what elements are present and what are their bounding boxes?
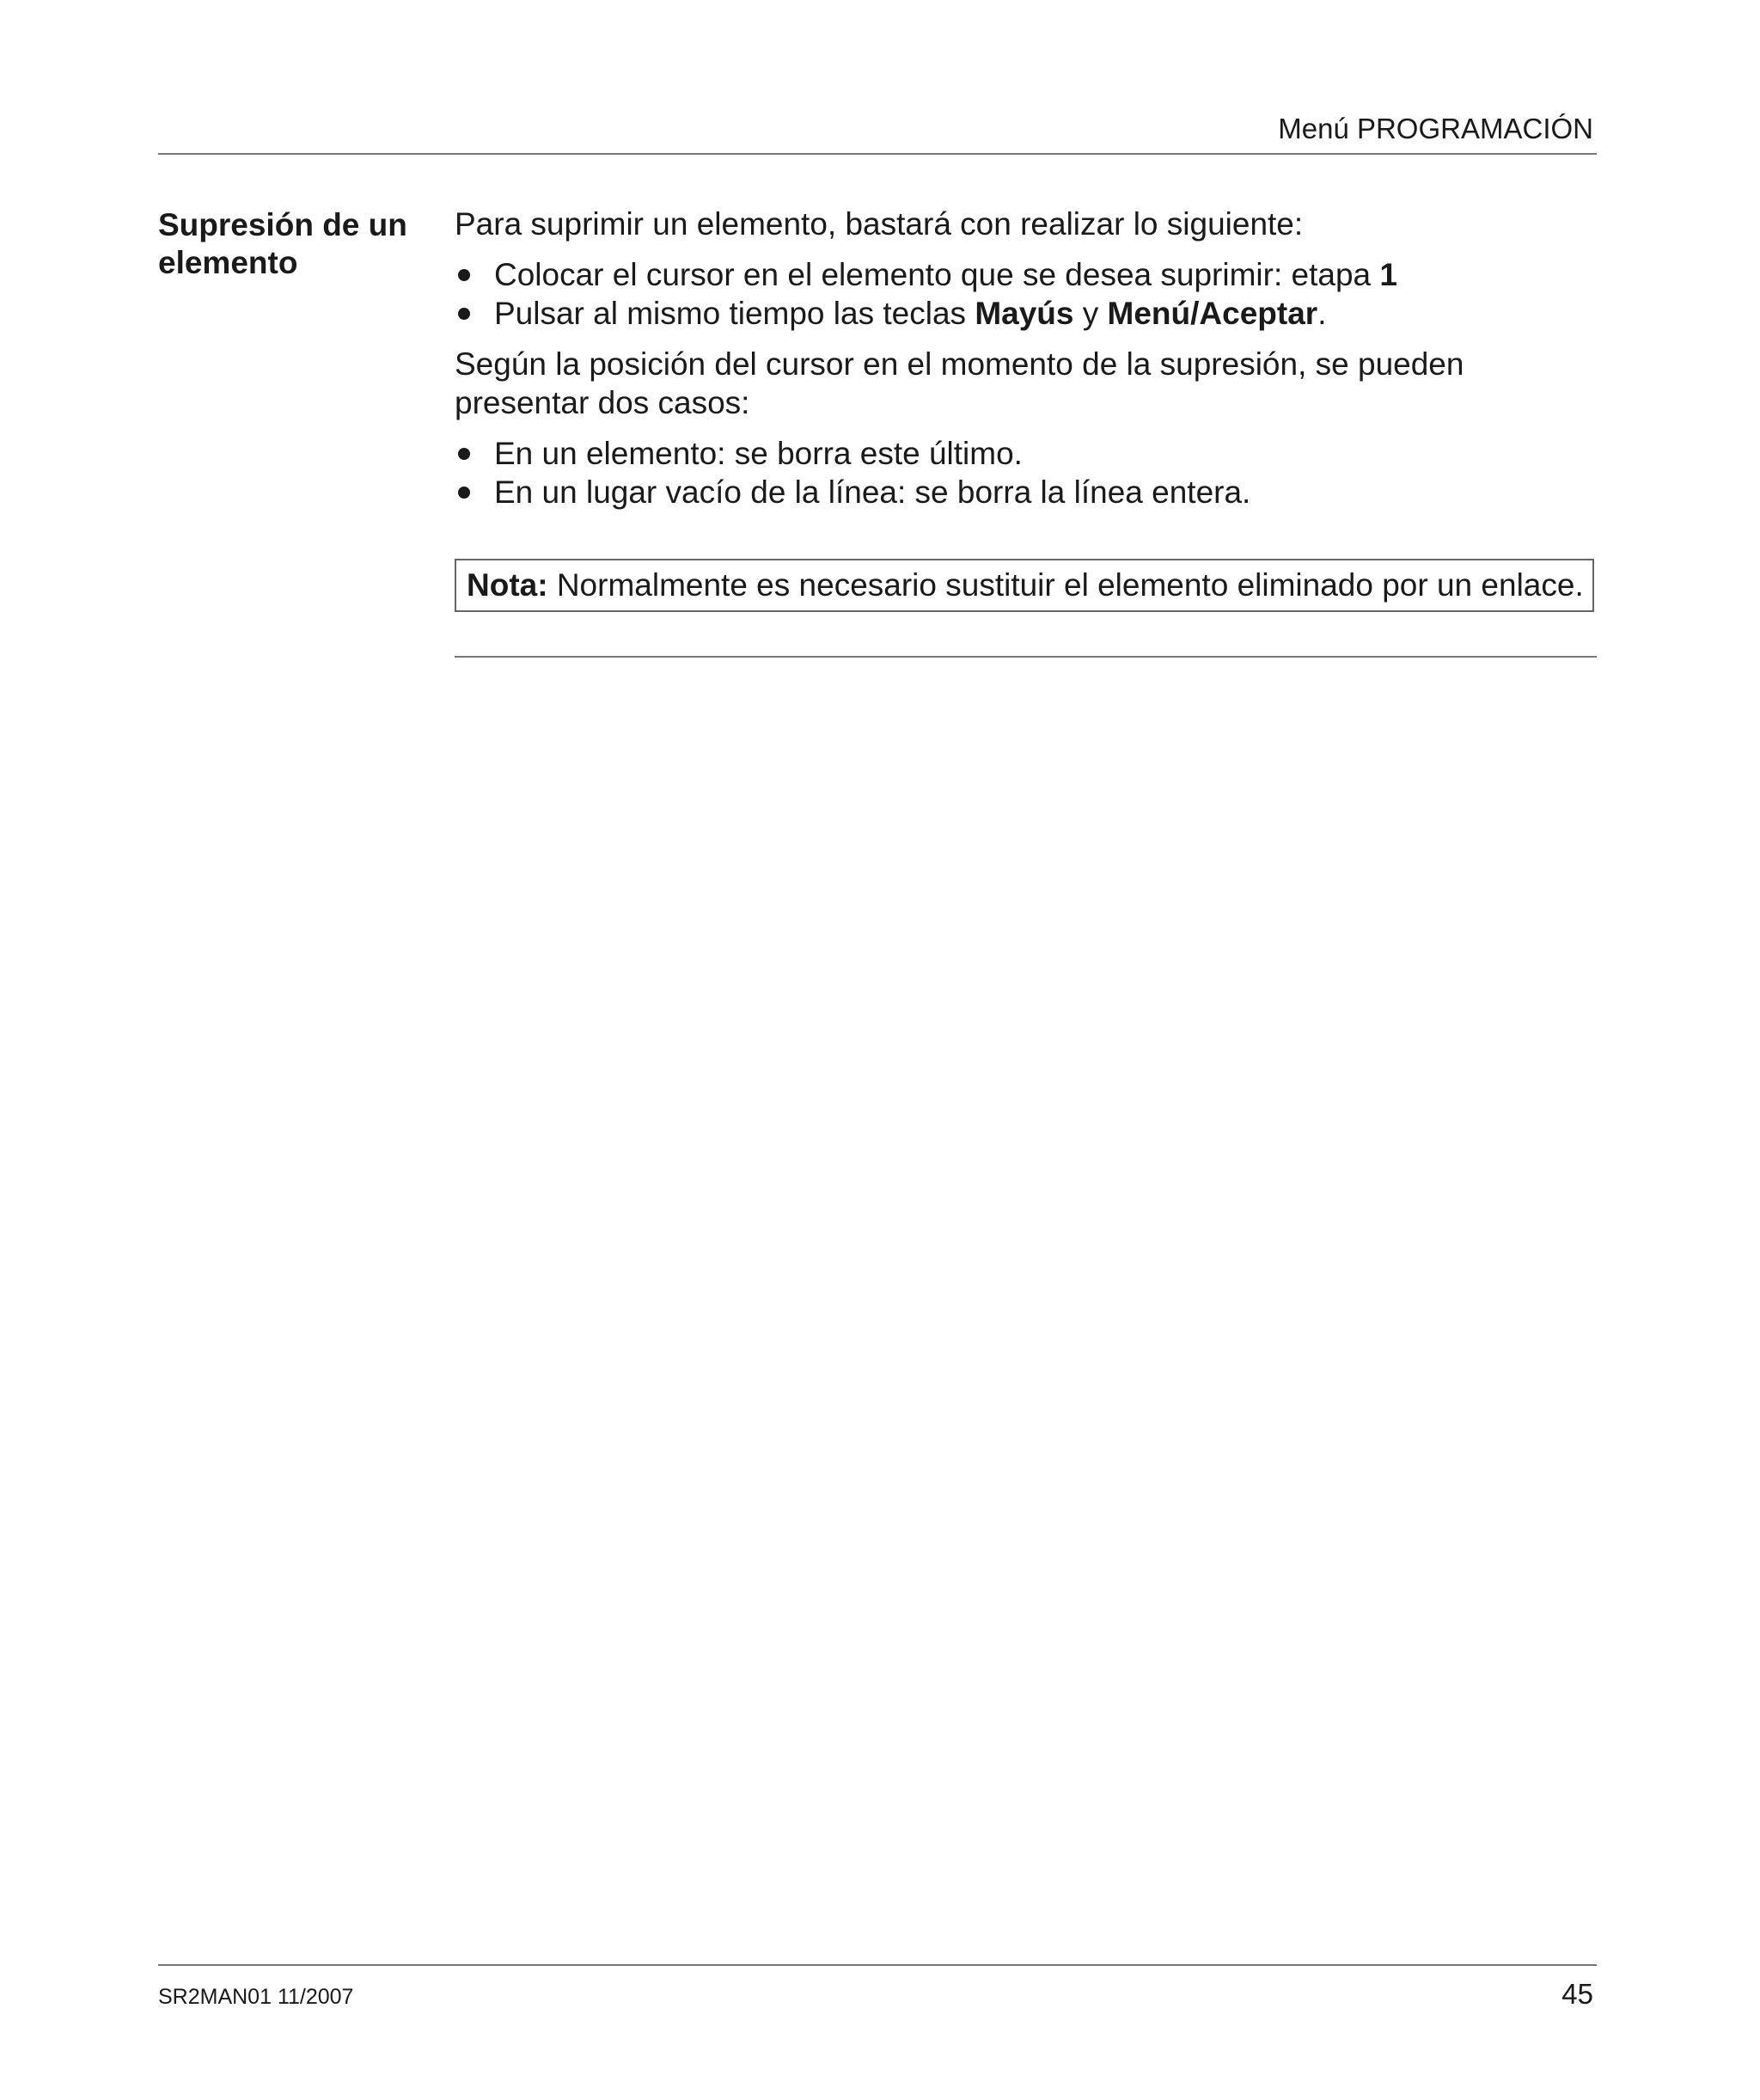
bullet-icon — [458, 308, 470, 320]
note-box — [455, 559, 1594, 612]
step-1-text: Colocar el cursor en el elemento que se desea suprimir: etapa — [494, 257, 1380, 292]
section-heading: Supresión de un elemento — [158, 207, 407, 280]
bullet-icon — [458, 487, 470, 499]
bullet-icon — [458, 448, 470, 460]
step-1-bold: 1 — [1379, 257, 1397, 292]
page-number: 45 — [1561, 1978, 1593, 2010]
note-text: Normalmente es necesario sustituir el elemento eliminado por un enlace. — [547, 567, 1584, 603]
running-header-title: Menú PROGRAMACIÓN — [1278, 113, 1593, 144]
cases-paragraph: Según la posición del cursor en el momento de la supresión, se pueden presentar dos casos: — [455, 346, 1464, 420]
intro-paragraph: Para suprimir un elemento, bastará con realizar lo siguiente: — [455, 206, 1304, 242]
header-divider — [158, 153, 1597, 155]
list-item — [455, 294, 1598, 333]
case-1-text: En un elemento: se borra este último. — [494, 436, 1023, 471]
footer-divider — [158, 1964, 1597, 1966]
list-item — [455, 473, 1598, 511]
list-item — [455, 255, 1598, 294]
key-menu-accept: Menú/Aceptar — [1107, 296, 1318, 331]
step-2-text: Pulsar al mismo tiempo las teclas — [494, 296, 975, 331]
step-2-conjunction: y — [1073, 296, 1108, 331]
list-item — [455, 434, 1598, 473]
section-body — [455, 205, 1598, 523]
steps-list — [455, 255, 1598, 333]
document-code: SR2MAN01 11/2007 — [158, 1985, 354, 2009]
case-2-text: En un lugar vacío de la línea: se borra la línea entera. — [494, 474, 1251, 510]
key-shift: Mayús — [975, 296, 1074, 331]
step-2-period: . — [1317, 296, 1327, 331]
bullet-icon — [458, 269, 470, 281]
note-label: Nota: — [467, 567, 548, 603]
cases-list — [455, 434, 1598, 511]
section-end-divider — [455, 656, 1597, 658]
